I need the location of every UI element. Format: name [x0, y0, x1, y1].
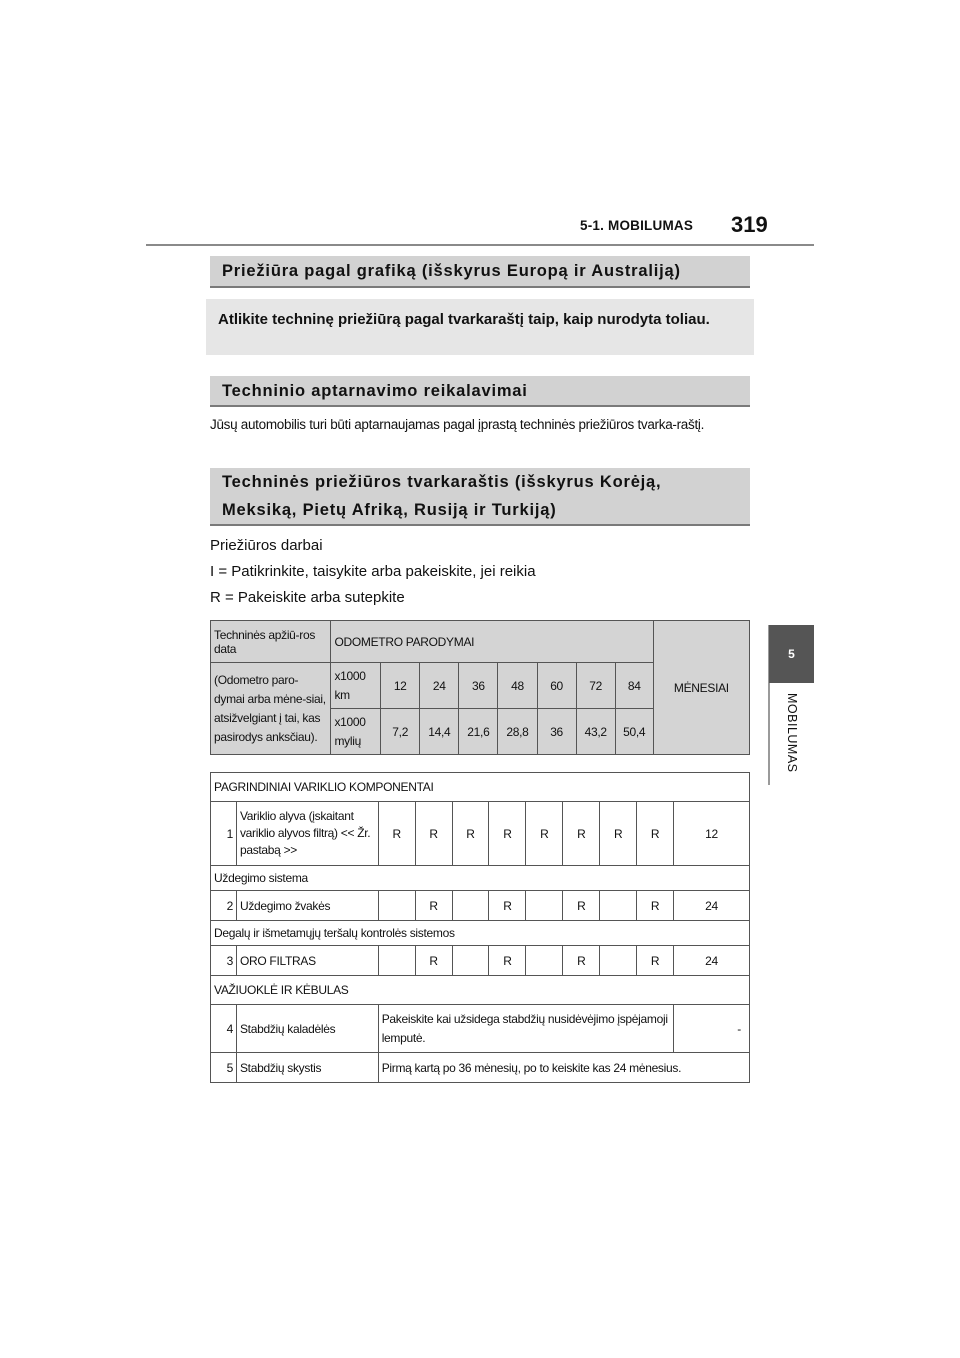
miles-value: 14,4 — [420, 709, 459, 755]
heading-schedule: Priežiūra pagal grafiką (išskyrus Europą ir Australiją) — [210, 256, 750, 288]
months-value: 24 — [674, 891, 750, 921]
mark — [378, 891, 415, 921]
header-months: MĖNESIAI — [653, 621, 749, 755]
mark: R — [637, 946, 674, 976]
header-divider — [146, 244, 814, 246]
mark: R — [563, 802, 600, 866]
mark: R — [637, 802, 674, 866]
section-ignition: Uždegimo sistema — [211, 866, 750, 891]
row-number: 2 — [211, 891, 237, 921]
mark — [600, 891, 637, 921]
item-air-filter: ORO FILTRAS — [236, 946, 378, 976]
section-engine: PAGRINDINIAI VARIKLIO KOMPONENTAI — [211, 773, 750, 802]
months-value: - — [674, 1005, 750, 1053]
section-fuel-emissions: Degalų ir išmetamųjų teršalų kontrolės sistemos — [211, 921, 750, 946]
mark — [452, 891, 489, 921]
intro-box: Atlikite techninę priežiūrą pagal tvarkaraštį taip, kaip nurodyta toliau. — [206, 299, 754, 355]
mark: R — [489, 891, 526, 921]
mark: R — [563, 891, 600, 921]
row-number: 1 — [211, 802, 237, 866]
mark — [526, 891, 563, 921]
km-value: 12 — [381, 663, 420, 709]
miles-label: x1000 mylių — [331, 709, 381, 755]
miles-value: 7,2 — [381, 709, 420, 755]
miles-value: 43,2 — [576, 709, 615, 755]
brake-pads-note: Pakeiskite kai užsidega stabdžių nusidėvėjimo įspėjamoji lemputė. — [378, 1005, 673, 1053]
maintenance-items-table — [210, 772, 750, 1083]
mark: R — [415, 946, 452, 976]
item-spark-plugs: Uždegimo žvakės — [236, 891, 378, 921]
mark: R — [415, 802, 452, 866]
page-number: 319 — [731, 212, 768, 237]
header-note: (Odometro paro-dymai arba mėne-siai, atsižvelgiant į tai, kas pasirodys anksčiau). — [211, 663, 331, 755]
km-value: 48 — [498, 663, 537, 709]
mark: R — [526, 802, 563, 866]
miles-value: 28,8 — [498, 709, 537, 755]
mark: R — [378, 802, 415, 866]
miles-value: 50,4 — [615, 709, 653, 755]
miles-value: 36 — [537, 709, 576, 755]
legend-title: Priežiūros darbai — [210, 537, 323, 554]
legend-r: R = Pakeiskite arba sutepkite — [210, 589, 405, 606]
mark: R — [452, 802, 489, 866]
km-label: x1000 km — [331, 663, 381, 709]
heading-maintenance-schedule: Techninės priežiūros tvarkaraštis (išskyrus Korėją, Meksiką, Pietų Afriką, Rusiją ir Turkiją) — [210, 468, 750, 526]
miles-value: 21,6 — [459, 709, 498, 755]
row-number: 4 — [211, 1005, 237, 1053]
chapter-tab: 5 — [769, 625, 814, 683]
mark — [452, 946, 489, 976]
mark: R — [563, 946, 600, 976]
item-engine-oil: Variklio alyva (įskaitant variklio alyvos filtrą) << Žr. pastabą >> — [236, 802, 378, 866]
months-value: 12 — [674, 802, 750, 866]
mark: R — [489, 946, 526, 976]
mark — [600, 946, 637, 976]
section-title: 5-1. MOBILUMAS — [580, 218, 694, 233]
mark: R — [489, 802, 526, 866]
chapter-label: MOBILUMAS — [785, 693, 799, 773]
item-brake-pads: Stabdžių kaladėlės — [236, 1005, 378, 1053]
km-value: 60 — [537, 663, 576, 709]
heading-requirements: Techninio aptarnavimo reikalavimai — [210, 376, 750, 407]
km-value: 84 — [615, 663, 653, 709]
row-number: 3 — [211, 946, 237, 976]
row-number: 5 — [211, 1053, 237, 1083]
km-value: 24 — [420, 663, 459, 709]
mark: R — [415, 891, 452, 921]
requirements-paragraph: Jūsų automobilis turi būti aptarnaujamas pagal įprastą techninės priežiūros tvarka-raštį. — [210, 417, 705, 432]
mark: R — [637, 891, 674, 921]
mark — [378, 946, 415, 976]
section-chassis: VAŽIUOKLĖ IR KĖBULAS — [211, 976, 750, 1005]
km-value: 36 — [459, 663, 498, 709]
mark: R — [600, 802, 637, 866]
months-value: 24 — [674, 946, 750, 976]
km-value: 72 — [576, 663, 615, 709]
mark — [526, 946, 563, 976]
maintenance-table — [210, 620, 750, 755]
item-brake-fluid: Stabdžių skystis — [236, 1053, 378, 1083]
header-date: Techninės apžiū-ros data — [211, 621, 331, 663]
brake-fluid-note: Pirmą kartą po 36 mėnesių, po to keiskite kas 24 mėnesius. — [378, 1053, 749, 1083]
header-odometer: ODOMETRO PARODYMAI — [331, 621, 653, 663]
legend-i: I = Patikrinkite, taisykite arba pakeiskite, jei reikia — [210, 563, 536, 580]
